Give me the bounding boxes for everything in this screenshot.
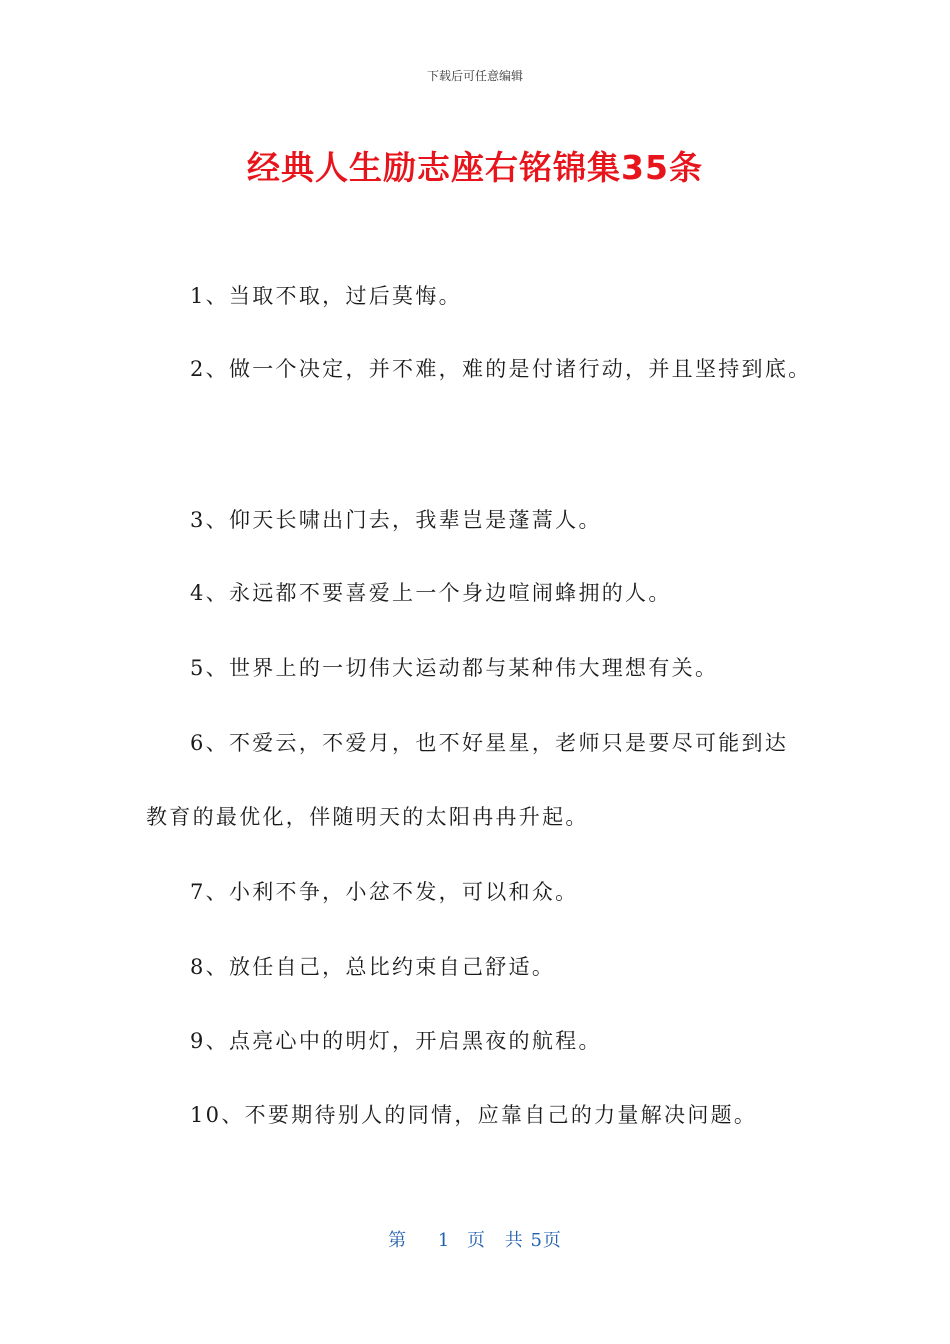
motto-line-1: 1、当取不取，过后莫悔。 bbox=[190, 284, 462, 308]
motto-line-4: 4、永远都不要喜爱上一个身边喧闹蜂拥的人。 bbox=[190, 581, 672, 605]
motto-line-3: 3、仰天长啸出门去，我辈岂是蓬蒿人。 bbox=[190, 508, 602, 532]
footer-page-word: 页 bbox=[467, 1230, 486, 1251]
motto-line-8: 8、放任自己，总比约束自己舒适。 bbox=[190, 955, 556, 979]
header-note: 下载后可任意编辑 bbox=[426, 69, 523, 83]
footer-total-prefix: 共 bbox=[504, 1230, 524, 1251]
motto-line-2: 2、做一个决定，并不难，难的是付诸行动，并且坚持到底。 bbox=[190, 357, 812, 381]
footer-prefix: 第 bbox=[388, 1230, 408, 1251]
footer-current-page: 1 bbox=[437, 1230, 451, 1251]
motto-line-10: 10、不要期待别人的同情，应靠自己的力量解决问题。 bbox=[190, 1103, 758, 1127]
motto-line-6-continued: 教育的最优化，伴随明天的太阳冉冉升起。 bbox=[146, 805, 589, 829]
page-footer bbox=[0, 1226, 950, 1252]
motto-line-5: 5、世界上的一切伟大运动都与某种伟大理想有关。 bbox=[190, 656, 719, 680]
motto-line-9: 9、点亮心中的明灯，开启黑夜的航程。 bbox=[190, 1029, 602, 1053]
motto-line-7: 7、小利不争，小忿不发，可以和众。 bbox=[190, 880, 579, 904]
document-title: 经典人生励志座右铭锦集35条 bbox=[247, 148, 703, 187]
motto-line-6: 6、不爱云，不爱月，也不好星星，老师只是要尽可能到达 bbox=[190, 731, 789, 755]
footer-total-pages: 5页 bbox=[530, 1230, 562, 1251]
